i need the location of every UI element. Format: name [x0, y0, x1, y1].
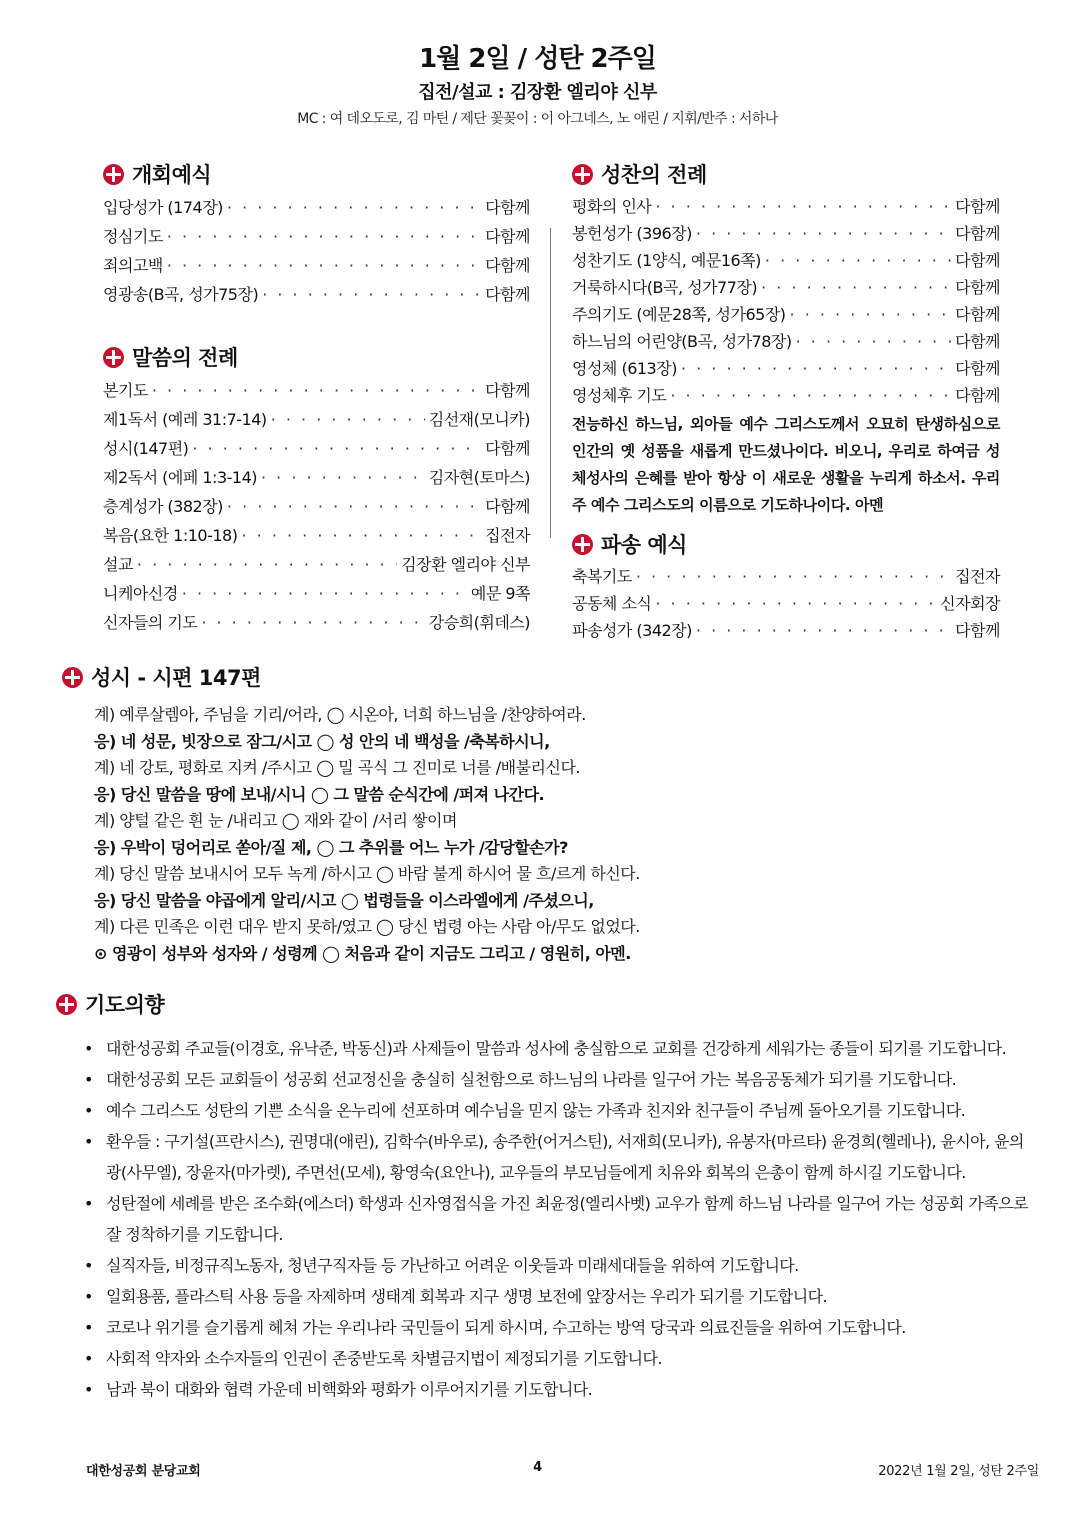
opening-list — [103, 193, 530, 309]
psalm-line: 응) 당신 말씀을 야곱에게 알리/시고 ◯ 법령들을 이스라엘에게 /주셨으니, — [94, 890, 594, 910]
leader-dots — [790, 301, 952, 328]
psalm-line: 계) 다른 민족은 이런 대우 받지 못하/였고 ◯ 당신 법령 아는 사람 아/무도 없었다. — [94, 917, 640, 936]
eucharist-list — [572, 193, 1000, 409]
psalm-lines — [62, 702, 1022, 967]
word-list — [103, 376, 530, 637]
leader-dots — [271, 405, 425, 434]
cross-icon — [103, 164, 124, 185]
intention-item: • 대한성공회 주교들(이경호, 유낙준, 박동신)과 사제들이 말씀과 성사에 충실함으로 교회를 건강하게 세워가는 종들이 되기를 기도합니다. — [84, 1033, 1036, 1064]
section-heading-dismissal: 파송 예식 — [572, 525, 1000, 563]
order-row: 복음(요한 1:10-18) · · · 집전자 — [103, 521, 530, 550]
order-row: 축복기도 · · · 집전자 — [572, 563, 1000, 590]
intention-item: • 성탄절에 세례를 받은 조수화(에스더) 학생과 신자영접식을 가진 최윤정(엘리사벳) 교우가 함께 하느님 나라를 일구어 가는 성공회 가족으로 잘 정착하기를 기도합니다. — [84, 1188, 1036, 1250]
leader-dots — [137, 550, 397, 579]
dismissal-list — [572, 563, 1000, 644]
leader-dots — [152, 376, 481, 405]
section-heading-psalm: 성시 - 시편 147편 — [62, 658, 1022, 696]
page-number: 4 — [533, 1460, 542, 1475]
intention-item: • 코로나 위기를 슬기롭게 헤쳐 가는 우리나라 국민들이 되게 하시며, 수고하는 방역 당국과 의료진들을 위하여 기도합니다. — [84, 1312, 1036, 1343]
psalm-line: 계) 당신 말씀 보내시어 모두 녹게 /하시고 ◯ 바람 불게 하시어 물 흐/르게 하신다. — [94, 864, 640, 883]
order-row: 성시(147편) · · · 다함께 — [103, 434, 530, 463]
leader-dots — [227, 193, 481, 222]
intention-item: • 일회용품, 플라스틱 사용 등을 자제하며 생태계 회복과 지구 생명 보전에 앞장서는 우리가 되기를 기도합니다. — [84, 1281, 1036, 1312]
leader-dots — [696, 617, 951, 644]
order-row: 하느님의 어린양(B곡, 성가78장) · · · 다함께 — [572, 328, 1000, 355]
psalm-line: 응) 네 성문, 빗장으로 잠그/시고 ◯ 성 안의 네 백성을 /축복하시니, — [94, 731, 550, 751]
officiant-line: 집전/설교 : 김장환 엘리야 신부 — [418, 82, 657, 103]
order-row: 주의기도 (예문28쪽, 성가65장) · · · 다함께 — [572, 301, 1000, 328]
cross-icon — [572, 164, 593, 185]
leader-dots — [636, 563, 951, 590]
section-heading-intentions: 기도의향 — [56, 985, 1036, 1023]
column-divider — [550, 228, 551, 538]
section-heading-eucharist: 성찬의 전례 — [572, 155, 1000, 193]
page-title: 1월 2일 / 성탄 2주일 — [419, 44, 656, 74]
psalm-line: 응) 당신 말씀을 땅에 보내/시니 ◯ 그 말씀 순식간에 /퍼져 나간다. — [94, 784, 545, 804]
order-row: 영광송(B곡, 성가75장) · · · 다함께 — [103, 280, 530, 309]
page-header — [0, 42, 1075, 130]
order-row: 성찬기도 (1양식, 예문16쪽) · · · 다함께 — [572, 247, 1000, 274]
leader-dots — [182, 579, 467, 608]
order-row: 제2독서 (에페 1:3-14) · · · 김자현(토마스) — [103, 463, 530, 492]
order-row: 정심기도 · · · 다함께 — [103, 222, 530, 251]
leader-dots — [201, 608, 424, 637]
intention-item: • 남과 북이 대화와 협력 가운데 비핵화와 평화가 이루어지기를 기도합니다. — [84, 1374, 1036, 1405]
intention-item: • 환우들 : 구기설(프란시스), 권명대(애린), 김학수(바우로), 송주한(어거스틴), 서재희(모니카), 유봉자(마르타) 윤경희(헬레나), 윤시아, 윤의광(사무엘), 장윤자(마가렛), 주면선(모세), 황영숙(요안나), 교우들의 부모님들에게 치유와 회복의 은총이 함께 하시길 기도합니다. — [84, 1126, 1036, 1188]
order-row: 본기도 · · · 다함께 — [103, 376, 530, 405]
cross-icon — [62, 667, 83, 688]
psalm-line: 계) 네 강토, 평화로 지켜 /주시고 ◯ 밀 곡식 그 진미로 너를 /배불리신다. — [94, 758, 580, 777]
intention-item: • 사회적 약자와 소수자들의 인권이 존중받도록 차별금지법이 제정되기를 기도합니다. — [84, 1343, 1036, 1374]
leader-dots — [167, 222, 481, 251]
intentions-list — [56, 1033, 1036, 1405]
psalm-line: 계) 예루살렘아, 주님을 기리/어라, ◯ 시온아, 너희 하느님을 /찬양하여라. — [94, 705, 586, 724]
leader-dots — [227, 492, 481, 521]
post-communion-prayer: 전능하신 하느님, 외아들 예수 그리스도께서 오묘히 탄생하심으로 인간의 옛 성품을 새롭게 만드셨나이다. 비오니, 우리로 하여금 성체성사의 은혜를 받아 항상 이 새로운 생활을 누리게 하소서. 우리 주 예수 그리스도의 이름으로 기도하나이다. 아멘 — [572, 415, 1000, 514]
leader-dots — [670, 382, 951, 409]
psalm-section — [62, 658, 1022, 967]
leader-dots — [796, 328, 952, 355]
right-column — [572, 155, 1000, 644]
leader-dots — [696, 220, 951, 247]
order-row: 봉헌성가 (396장) · · · 다함께 — [572, 220, 1000, 247]
psalm-line: ⊙ 영광이 성부와 성자와 / 성령께 ◯ 처음과 같이 지금도 그리고 / 영원히, 아멘. — [94, 943, 631, 963]
order-row: 니케아신경 · · · 예문 9쪽 — [103, 579, 530, 608]
ministers-line: MC : 여 데오도로, 김 마틴 / 제단 꽃꽂이 : 이 아그네스, 노 애린 / 지휘/반주 : 서하나 — [297, 111, 778, 127]
footer-date: 2022년 1월 2일, 성탄 2주일 — [878, 1464, 1039, 1479]
intention-item: • 실직자들, 비정규직노동자, 청년구직자들 등 가난하고 어려운 이웃들과 미래세대들을 위하여 기도합니다. — [84, 1250, 1036, 1281]
left-column — [103, 155, 530, 637]
leader-dots — [261, 463, 425, 492]
order-row: 거룩하시다(B곡, 성가77장) · · · 다함께 — [572, 274, 1000, 301]
order-row: 영성체 (613장) · · · 다함께 — [572, 355, 1000, 382]
footer-church-name: 대한성공회 분당교회 — [86, 1464, 201, 1479]
order-row: 파송성가 (342장) · · · 다함께 — [572, 617, 1000, 644]
section-heading-opening: 개회예식 — [103, 155, 530, 193]
leader-dots — [241, 521, 481, 550]
leader-dots — [262, 280, 481, 309]
cross-icon — [572, 534, 593, 555]
order-row: 영성체후 기도 · · · 다함께 — [572, 382, 1000, 409]
order-row: 설교 · · · 김장환 엘리야 신부 — [103, 550, 530, 579]
order-row: 입당성가 (174장) · · · 다함께 — [103, 193, 530, 222]
order-row: 평화의 인사 · · · 다함께 — [572, 193, 1000, 220]
leader-dots — [761, 274, 951, 301]
order-row: 죄의고백 · · · 다함께 — [103, 251, 530, 280]
leader-dots — [192, 434, 481, 463]
intention-item: • 예수 그리스도 성탄의 기쁜 소식을 온누리에 선포하며 예수님을 믿지 않는 가족과 친지와 친구들이 주님께 돌아오기를 기도합니다. — [84, 1095, 1036, 1126]
leader-dots — [765, 247, 951, 274]
cross-icon — [103, 347, 124, 368]
page-footer — [0, 1460, 1075, 1482]
cross-icon — [56, 994, 77, 1015]
leader-dots — [681, 355, 951, 382]
intention-item: • 대한성공회 모든 교회들이 성공회 선교정신을 충실히 실천함으로 하느님의 나라를 일구어 가는 복음공동체가 되기를 기도합니다. — [84, 1064, 1036, 1095]
intentions-section — [56, 985, 1036, 1405]
leader-dots — [167, 251, 481, 280]
psalm-line: 응) 우박이 덩어리로 쏟아/질 제, ◯ 그 추위를 어느 누가 /감당할손가? — [94, 837, 568, 857]
leader-dots — [655, 193, 951, 220]
section-heading-word: 말씀의 전례 — [103, 338, 530, 376]
order-row: 신자들의 기도 · · · 강승희(휘데스) — [103, 608, 530, 637]
order-row: 공동체 소식 · · · 신자회장 — [572, 590, 1000, 617]
order-row: 제1독서 (예레 31:7-14) · · · 김선재(모니카) — [103, 405, 530, 434]
psalm-line: 계) 양털 같은 흰 눈 /내리고 ◯ 재와 같이 /서리 쌓이며 — [94, 811, 457, 830]
leader-dots — [655, 590, 936, 617]
order-row: 층계성가 (382장) · · · 다함께 — [103, 492, 530, 521]
